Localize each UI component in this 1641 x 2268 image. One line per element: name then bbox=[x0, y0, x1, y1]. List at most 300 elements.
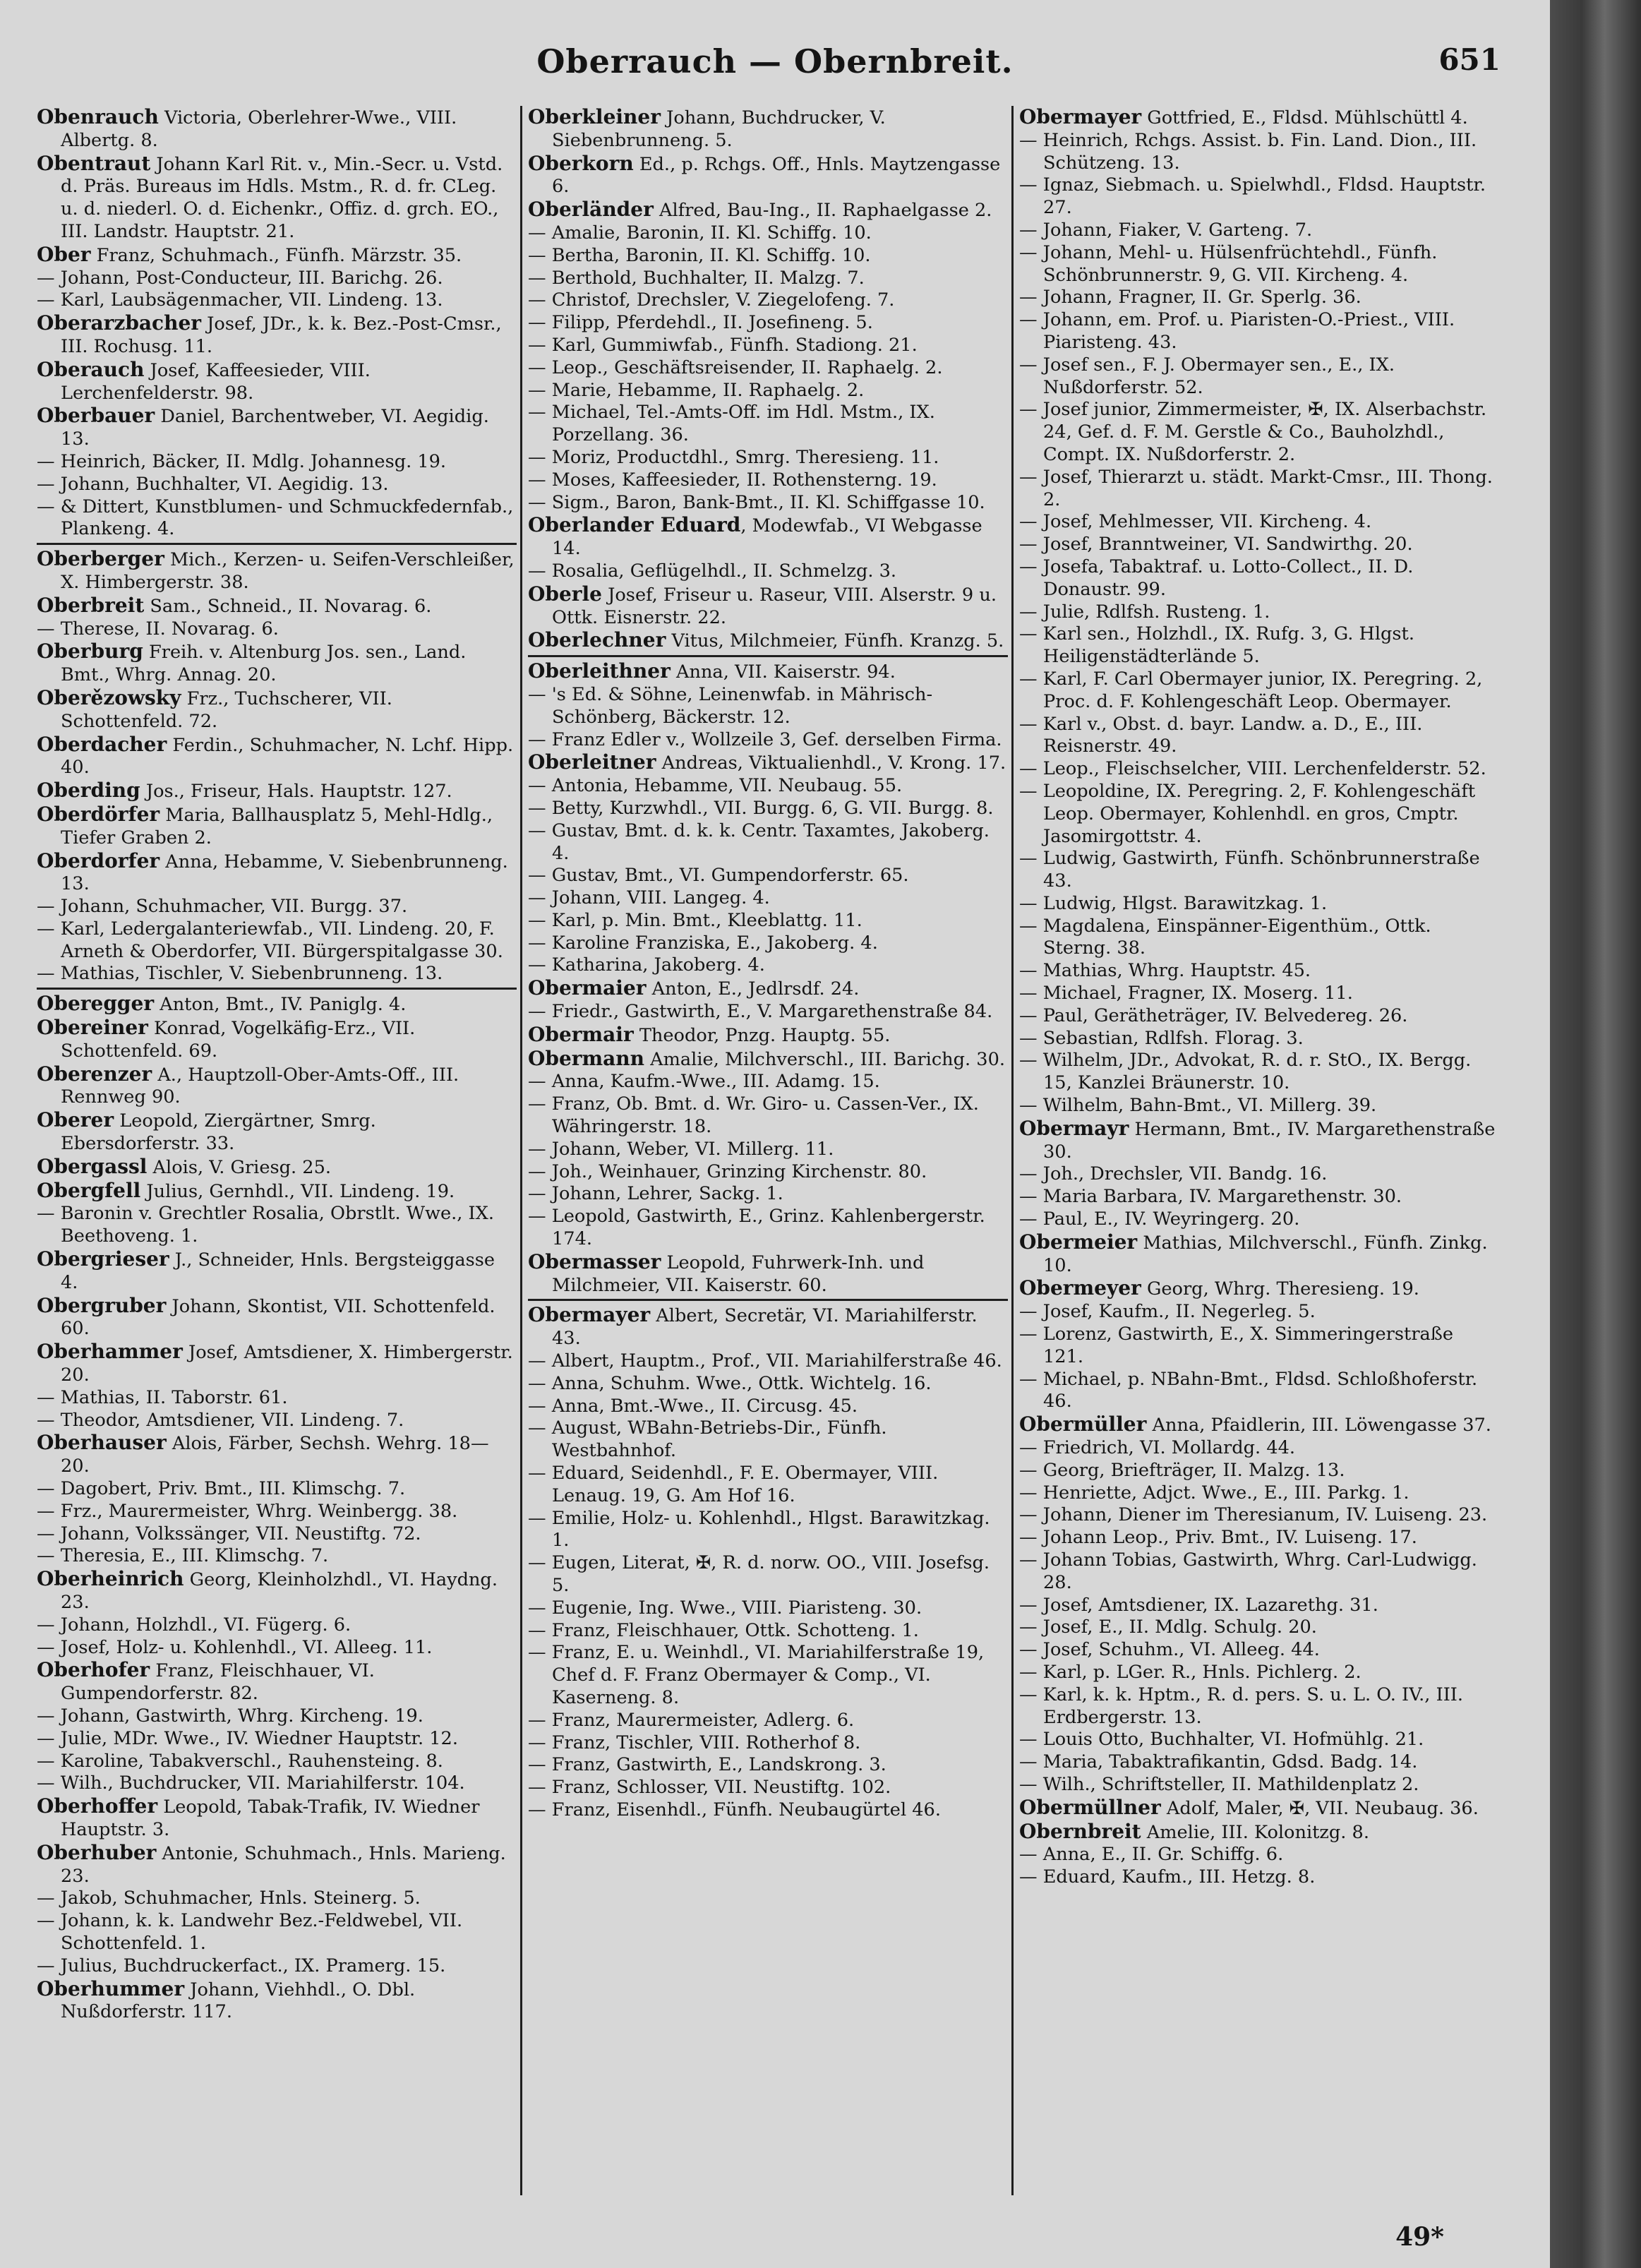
directory-entry bbox=[1019, 1504, 1499, 1527]
entry-details: Johann, Viehhdl., O. Dbl. Nußdorferstr. 117. bbox=[61, 1979, 416, 2023]
entry-surname: Ober bbox=[37, 242, 91, 266]
entry-surname: Obergruber bbox=[37, 1293, 167, 1317]
entry-surname: Oberburg bbox=[37, 640, 143, 664]
entry-details: — Julie, MDr. Wwe., IV. Wiedner Hauptstr. 12. bbox=[37, 1727, 458, 1749]
entry-details: — Karl, p. LGer. R., Hnls. Pichlerg. 2. bbox=[1019, 1661, 1362, 1683]
directory-entry bbox=[528, 684, 1008, 729]
directory-entry bbox=[37, 1156, 517, 1180]
directory-entry bbox=[528, 751, 1008, 775]
directory-entry bbox=[528, 932, 1008, 955]
directory-entry bbox=[528, 977, 1008, 1001]
directory-entry bbox=[1019, 714, 1499, 759]
entry-details: — Baronin v. Grechtler Rosalia, Obrstlt. Wwe., IX. Beethoveng. 1. bbox=[37, 1203, 495, 1247]
directory-entry bbox=[37, 1705, 517, 1728]
directory-entry bbox=[528, 1710, 1008, 1732]
directory-entry bbox=[37, 1614, 517, 1637]
entry-details: — Theresia, E., III. Klimschg. 7. bbox=[37, 1545, 329, 1567]
entry-surname: Oberenzer bbox=[37, 1062, 152, 1086]
directory-entry bbox=[528, 560, 1008, 583]
entry-details: — Karl, Ledergalanteriewfab., VII. Lindeng. 20, F. Arneth & Oberdorfer, VII. Bürgerspitalgasse 30. bbox=[37, 918, 503, 962]
entry-details: — Mathias, Whrg. Hauptstr. 45. bbox=[1019, 960, 1311, 982]
entry-surname: Obermann bbox=[528, 1046, 645, 1070]
directory-entry bbox=[528, 887, 1008, 910]
entry-details: Georg, Kleinholzhdl., VI. Haydng. 23. bbox=[61, 1569, 498, 1613]
entry-surname: Obermasser bbox=[528, 1249, 661, 1273]
entry-details: — Sigm., Baron, Bank-Bmt., II. Kl. Schiffgasse 10. bbox=[528, 491, 985, 513]
entry-details: — Franz Edler v., Wollzeile 3, Gef. derselben Firma. bbox=[528, 728, 1002, 750]
entry-details: — Lorenz, Gastwirth, E., X. Simmeringerstraße 121. bbox=[1019, 1324, 1454, 1367]
entry-details: — Franz, Tischler, VIII. Rotherhof 8. bbox=[528, 1732, 861, 1753]
entry-surname: Obermüller bbox=[1019, 1412, 1147, 1436]
entry-surname: Oberkleiner bbox=[528, 106, 661, 128]
page-number: 651 bbox=[1438, 42, 1501, 77]
entry-details: Andreas, Viktualienhdl., V. Krong. 17. bbox=[656, 752, 1006, 774]
entry-surname: Oberheinrich bbox=[37, 1567, 184, 1591]
entry-details: — Katharina, Jakoberg. 4. bbox=[528, 954, 765, 976]
entry-surname: Oberarzbacher bbox=[37, 311, 202, 335]
directory-entry bbox=[37, 106, 517, 152]
directory-entry bbox=[37, 1248, 517, 1295]
directory-entry bbox=[37, 963, 517, 985]
entry-details: — & Dittert, Kunstblumen- und Schmuckfedernfab., Plankeng. 4. bbox=[37, 496, 514, 540]
entry-surname: Obermüllner bbox=[1019, 1795, 1161, 1819]
directory-entry bbox=[528, 312, 1008, 335]
entry-details: — Friedr., Gastwirth, E., V. Margarethenstraße 84. bbox=[528, 1001, 993, 1023]
entry-surname: Obereiner bbox=[37, 1016, 148, 1040]
entry-details: Freih. v. Altenburg Jos. sen., Land. Bmt., Whrg. Annag. 20. bbox=[61, 642, 467, 686]
entry-details: Jos., Friseur, Hals. Hauptstr. 127. bbox=[140, 781, 452, 803]
entry-details: — Karl v., Obst. d. bayr. Landw. a. D., E., III. Reisnerstr. 49. bbox=[1019, 713, 1423, 757]
entry-surname: Obermayr bbox=[1019, 1116, 1129, 1140]
entry-details: — Maria Barbara, IV. Margarethenstr. 30. bbox=[1019, 1186, 1402, 1208]
entry-details: Leopold, Ziergärtner, Smrg. Ebersdorferstr. 33. bbox=[61, 1110, 376, 1155]
directory-entry bbox=[37, 1955, 517, 1978]
entry-details: Konrad, Vogelkäfig-Erz., VII. Schottenfeld. 69. bbox=[61, 1018, 416, 1062]
entry-details: Johann, Buchdrucker, V. Siebenbrunneng. 5. bbox=[552, 107, 886, 151]
entry-surname: Obermeier bbox=[1019, 1230, 1138, 1254]
directory-entry bbox=[1019, 1527, 1499, 1549]
entry-surname: Oberer bbox=[37, 1108, 114, 1132]
page-title: Oberrauch — Obernbreit. bbox=[536, 42, 1014, 80]
entry-details: Frz., Tuchscherer, VII. Schottenfeld. 72. bbox=[61, 688, 392, 732]
directory-entry bbox=[528, 1508, 1008, 1553]
entry-details: Anton, E., Jedlrsdf. 24. bbox=[646, 978, 860, 1000]
entry-surname: Oberhuber bbox=[37, 1840, 157, 1864]
directory-entry bbox=[1019, 309, 1499, 354]
directory-entry bbox=[37, 1295, 517, 1341]
directory-entry bbox=[37, 496, 517, 541]
entry-details: Leopold, Fuhrwerk-Inh. und Milchmeier, VII. Kaiserstr. 60. bbox=[552, 1252, 925, 1296]
directory-entry bbox=[1019, 1050, 1499, 1095]
directory-entry bbox=[37, 992, 517, 1016]
directory-entry bbox=[37, 268, 517, 290]
entry-details: Alfred, Bau-Ing., II. Raphaelgasse 2. bbox=[653, 200, 992, 222]
directory-entry bbox=[37, 1180, 517, 1204]
entry-details: Theodor, Pnzg. Hauptg. 55. bbox=[633, 1024, 891, 1046]
column-2 bbox=[528, 106, 1008, 2195]
directory-entry bbox=[528, 357, 1008, 380]
directory-entry bbox=[528, 1799, 1008, 1822]
directory-entry bbox=[1019, 1460, 1499, 1482]
entry-surname: Obergassl bbox=[37, 1154, 148, 1178]
directory-entry bbox=[37, 312, 517, 359]
entry-details: Georg, Whrg. Theresieng. 19. bbox=[1141, 1278, 1419, 1300]
entry-surname: Obermaier bbox=[528, 976, 647, 1000]
directory-entry bbox=[528, 1206, 1008, 1251]
directory-entry bbox=[37, 289, 517, 312]
entry-surname: Oberegger bbox=[37, 992, 155, 1016]
directory-entry bbox=[528, 492, 1008, 515]
entry-details: Hermann, Bmt., IV. Margarethenstraße 30. bbox=[1043, 1118, 1496, 1163]
entry-surname: Obernbreit bbox=[1019, 1819, 1141, 1843]
entry-details: Alois, V. Griesg. 25. bbox=[147, 1156, 332, 1178]
entry-details: — Mathias, Tischler, V. Siebenbrunneng. 13. bbox=[37, 963, 443, 985]
entry-details: — Johann, Gastwirth, Whrg. Kircheng. 19. bbox=[37, 1705, 423, 1727]
entry-details: — Johann, Post-Conducteur, III. Barichg. 26. bbox=[37, 267, 443, 289]
directory-entry bbox=[37, 779, 517, 803]
directory-entry bbox=[528, 1350, 1008, 1373]
directory-entry bbox=[1019, 1163, 1499, 1186]
directory-entry bbox=[37, 359, 517, 405]
directory-entry bbox=[37, 594, 517, 618]
entry-surname: Oberhammer bbox=[37, 1340, 183, 1364]
directory-entry bbox=[528, 289, 1008, 312]
entry-details: — Heinrich, Bäcker, II. Mdlg. Johannesg. 19. bbox=[37, 450, 447, 472]
directory-entry bbox=[1019, 960, 1499, 983]
entry-surname: Oberding bbox=[37, 779, 140, 803]
entry-details: — Franz, Eisenhdl., Fünfh. Neubaugürtel 46. bbox=[528, 1799, 941, 1820]
directory-entry bbox=[1019, 1595, 1499, 1617]
directory-entry bbox=[37, 1795, 517, 1842]
entry-details: — Josef, Kaufm., II. Negerleg. 5. bbox=[1019, 1301, 1316, 1323]
directory-entry bbox=[528, 660, 1008, 684]
directory-entry bbox=[528, 798, 1008, 820]
directory-entry bbox=[1019, 1095, 1499, 1117]
directory-entry bbox=[1019, 1729, 1499, 1751]
entry-details: — Frz., Maurermeister, Whrg. Weinbergg. 38. bbox=[37, 1500, 458, 1522]
directory-entry bbox=[37, 850, 517, 896]
entry-details: — Anna, Schuhm. Wwe., Ottk. Wichtelg. 16. bbox=[528, 1372, 932, 1394]
entry-surname: Obergfell bbox=[37, 1178, 141, 1202]
entry-details: — Anna, E., II. Gr. Schiffg. 6. bbox=[1019, 1844, 1284, 1866]
directory-entry bbox=[528, 1642, 1008, 1709]
directory-entry bbox=[37, 1501, 517, 1523]
entry-details: Leopold, Tabak-Trafik, IV. Wiedner Hauptstr. 3. bbox=[61, 1796, 480, 1840]
entry-details: — Christof, Drechsler, V. Ziegelofeng. 7. bbox=[528, 289, 895, 311]
directory-entry bbox=[1019, 893, 1499, 916]
entry-details: — Paul, E., IV. Weyringerg. 20. bbox=[1019, 1208, 1300, 1230]
directory-entry bbox=[528, 1071, 1008, 1093]
entry-details: — Albert, Hauptm., Prof., VII. Mariahilferstraße 46. bbox=[528, 1350, 1002, 1372]
entry-surname: Oberdörfer bbox=[37, 802, 160, 826]
directory-entry bbox=[528, 1161, 1008, 1184]
entry-details: Victoria, Oberlehrer-Wwe., VIII. Albertg. 8. bbox=[61, 107, 457, 151]
book-binding-edge bbox=[1550, 0, 1641, 2268]
directory-entry bbox=[37, 1637, 517, 1660]
entry-details: — Antonia, Hebamme, VII. Neubaug. 55. bbox=[528, 775, 903, 797]
directory-entry bbox=[528, 1417, 1008, 1463]
column-divider bbox=[520, 106, 522, 2195]
entry-details: — Johann, Fragner, II. Gr. Sperlg. 36. bbox=[1019, 287, 1362, 308]
directory-entry bbox=[1019, 1549, 1499, 1595]
directory-entry bbox=[37, 1063, 517, 1110]
entry-surname: Oberdorfer bbox=[37, 848, 160, 872]
directory-entry bbox=[1019, 1662, 1499, 1684]
directory-entry bbox=[37, 1545, 517, 1568]
entry-details: — Karl, F. Carl Obermayer junior, IX. Peregring. 2, Proc. d. F. Kohlengeschäft Leop. Obermayer. bbox=[1019, 668, 1483, 712]
directory-entry bbox=[1019, 1639, 1499, 1662]
directory-entry bbox=[1019, 848, 1499, 893]
directory-entry bbox=[1019, 1005, 1499, 1028]
entry-details: — Josef, Schuhm., VI. Alleeg. 44. bbox=[1019, 1639, 1320, 1661]
entry-details: — Johann, Lehrer, Sackg. 1. bbox=[528, 1183, 783, 1205]
directory-entry bbox=[528, 1597, 1008, 1620]
entry-surname: Oberleithner bbox=[528, 659, 671, 683]
entry-details: — Marie, Hebamme, II. Raphaelg. 2. bbox=[528, 379, 865, 401]
entry-details: — Therese, II. Novarag. 6. bbox=[37, 618, 279, 640]
entry-details: Josef, Amtsdiener, X. Himbergerstr. 20. bbox=[61, 1342, 513, 1386]
entry-details: Mich., Kerzen- u. Seifen-Verschleißer, X. Himbergerstr. 38. bbox=[61, 549, 515, 593]
directory-entry bbox=[1019, 399, 1499, 466]
entry-details: Amalie, Milchverschl., III. Barichg. 30. bbox=[644, 1048, 1006, 1070]
entry-surname: Obentraut bbox=[37, 151, 151, 175]
directory-entry bbox=[528, 447, 1008, 469]
entry-details: — Anna, Kaufm.-Wwe., III. Adamg. 15. bbox=[528, 1071, 880, 1093]
entry-surname: Obermair bbox=[528, 1022, 634, 1046]
directory-entry bbox=[528, 469, 1008, 492]
directory-entry bbox=[1019, 1866, 1499, 1889]
entry-details: — Wilhelm, Bahn-Bmt., VI. Millerg. 39. bbox=[1019, 1095, 1377, 1117]
entry-details: — Josef, Thierarzt u. städt. Markt-Cmsr., III. Thong. 2. bbox=[1019, 466, 1493, 510]
section-rule bbox=[37, 988, 517, 990]
entry-details: Maria, Ballhausplatz 5, Mehl-Hdlg., Tiefer Graben 2. bbox=[61, 804, 493, 848]
directory-entry bbox=[37, 733, 517, 780]
entry-details: Albert, Secretär, VI. Mariahilferstr. 43. bbox=[552, 1305, 978, 1350]
entry-details: — Bertha, Baronin, II. Kl. Schiffg. 10. bbox=[528, 244, 871, 266]
directory-entry bbox=[528, 198, 1008, 222]
entry-details: — Betty, Kurzwhdl., VII. Burgg. 6, G. VII. Burgg. 8. bbox=[528, 797, 994, 819]
entry-details: — 's Ed. & Söhne, Leinenwfab. in Mährisch-Schönberg, Bäckerstr. 12. bbox=[528, 683, 933, 728]
entry-details: — Ignaz, Siebmach. u. Spielwhdl., Fldsd. Hauptstr. 27. bbox=[1019, 174, 1486, 219]
directory-entry bbox=[1019, 1186, 1499, 1208]
directory-entry bbox=[37, 1523, 517, 1546]
directory-entry bbox=[528, 335, 1008, 357]
entry-details: — Karl, k. k. Hptm., R. d. pers. S. u. L. O. IV., III. Erdbergerstr. 13. bbox=[1019, 1684, 1464, 1728]
directory-entry bbox=[37, 474, 517, 496]
directory-entry bbox=[528, 1024, 1008, 1048]
directory-entry bbox=[528, 402, 1008, 447]
directory-entry bbox=[528, 1620, 1008, 1643]
entry-details: — Jakob, Schuhmacher, Hnls. Steinerg. 5. bbox=[37, 1888, 421, 1909]
directory-entry bbox=[528, 1732, 1008, 1755]
directory-entry bbox=[37, 1659, 517, 1705]
entry-details: Vitus, Milchmeier, Fünfh. Kranzg. 5. bbox=[666, 630, 1004, 652]
entry-details: Alois, Färber, Sechsh. Wehrg. 18—20. bbox=[61, 1433, 489, 1477]
entry-details: — Ludwig, Hlgst. Barawitzkag. 1. bbox=[1019, 892, 1328, 914]
directory-entry bbox=[37, 896, 517, 918]
entry-details: — Michael, p. NBahn-Bmt., Fldsd. Schloßhoferstr. 46. bbox=[1019, 1368, 1478, 1412]
section-rule bbox=[37, 543, 517, 545]
directory-entry bbox=[528, 1552, 1008, 1597]
directory-entry bbox=[528, 268, 1008, 290]
directory-entry bbox=[1019, 1277, 1499, 1301]
directory-entry bbox=[528, 583, 1008, 630]
signature-mark: 49* bbox=[1395, 2222, 1444, 2252]
entry-details: — Josef junior, Zimmermeister, ✠, IX. Alserbachstr. 24, Gef. d. F. M. Gerstle & Co., Bauholzhdl., Compt. IX. Nußdorferstr. 2. bbox=[1019, 399, 1487, 465]
entry-details: Anna, VII. Kaiserstr. 94. bbox=[670, 661, 896, 683]
entry-details: — Friedrich, VI. Mollardg. 44. bbox=[1019, 1437, 1296, 1459]
directory-entry bbox=[528, 1048, 1008, 1072]
entry-surname: Obermeyer bbox=[1019, 1276, 1141, 1300]
directory-entry bbox=[1019, 1774, 1499, 1796]
entry-details: — Mathias, II. Taborstr. 61. bbox=[37, 1386, 288, 1408]
directory-entry bbox=[528, 1139, 1008, 1161]
entry-details: Josef, Friseur u. Raseur, VIII. Alserstr. 9 u. Ottk. Eisnerstr. 22. bbox=[552, 584, 997, 628]
entry-details: — Eduard, Kaufm., III. Hetzg. 8. bbox=[1019, 1866, 1316, 1888]
entry-details: — Karl, p. Min. Bmt., Kleeblattg. 11. bbox=[528, 909, 862, 931]
entry-surname: Oberländer bbox=[528, 198, 654, 222]
directory-entry bbox=[1019, 1301, 1499, 1324]
directory-entry bbox=[528, 1463, 1008, 1508]
directory-entry bbox=[1019, 354, 1499, 400]
entry-details: Sam., Schneid., II. Novarag. 6. bbox=[144, 595, 432, 617]
entry-details: Anna, Hebamme, V. Siebenbrunneng. 13. bbox=[61, 851, 508, 895]
directory-entry bbox=[1019, 781, 1499, 848]
entry-surname: Oberlechner bbox=[528, 628, 666, 652]
entry-details: J., Schneider, Hnls. Bergsteiggasse 4. bbox=[61, 1249, 495, 1293]
directory-entry bbox=[1019, 220, 1499, 242]
entry-details: Antonie, Schuhmach., Hnls. Marieng. 23. bbox=[61, 1842, 506, 1887]
entry-details: — Josef sen., F. J. Obermayer sen., E., IX. Nußdorferstr. 52. bbox=[1019, 354, 1395, 398]
entry-surname: Oberberger bbox=[37, 547, 164, 571]
section-rule bbox=[528, 655, 1008, 657]
entry-details: — Julie, Rdlfsh. Rusteng. 1. bbox=[1019, 601, 1270, 623]
entry-details: Johann Karl Rit. v., Min.-Secr. u. Vstd. d. Präs. Bureaus im Hdls. Mstm., R. d. fr. CLeg. u. d. niederl. O. d. Eichenkr., Offiz. d. grch. EO., III. Landstr. Hauptstr. 21. bbox=[61, 153, 503, 242]
directory-entry bbox=[37, 1109, 517, 1156]
entry-details: — Maria, Tabaktrafikantin, Gdsd. Badg. 14. bbox=[1019, 1751, 1418, 1773]
entry-details: Julius, Gernhdl., VII. Lindeng. 19. bbox=[140, 1180, 455, 1202]
entry-details: — Amalie, Baronin, II. Kl. Schiffg. 10. bbox=[528, 222, 872, 244]
entry-details: — Johann Leop., Priv. Bmt., IV. Luiseng. 17. bbox=[1019, 1527, 1417, 1549]
directory-entry bbox=[37, 1910, 517, 1955]
entry-details: Anna, Pfaidlerin, III. Löwengasse 37. bbox=[1146, 1415, 1491, 1436]
directory-entry bbox=[528, 865, 1008, 887]
directory-entry bbox=[37, 803, 517, 850]
entry-surname: Oberbauer bbox=[37, 404, 155, 428]
entry-details: — Franz, Schlosser, VII. Neustiftg. 102. bbox=[528, 1777, 891, 1799]
directory-entry bbox=[1019, 1231, 1499, 1278]
directory-entry bbox=[528, 1304, 1008, 1350]
entry-details: — Louis Otto, Buchhalter, VI. Hofmühlg. 21. bbox=[1019, 1729, 1424, 1751]
directory-entry bbox=[1019, 1820, 1499, 1844]
directory-entry bbox=[1019, 287, 1499, 309]
directory-entry bbox=[1019, 106, 1499, 130]
directory-entry bbox=[1019, 1437, 1499, 1460]
entry-details: — Franz, Gastwirth, E., Landskrong. 3. bbox=[528, 1754, 886, 1776]
entry-details: Amelie, III. Kolonitzg. 8. bbox=[1141, 1821, 1369, 1843]
entry-details: Adolf, Maler, ✠, VII. Neubaug. 36. bbox=[1160, 1797, 1479, 1819]
directory-entry bbox=[528, 1396, 1008, 1418]
entry-details: Anton, Bmt., IV. Paniglg. 4. bbox=[154, 994, 407, 1016]
entry-surname: Oberkorn bbox=[528, 151, 634, 175]
directory-entry bbox=[528, 380, 1008, 402]
entry-details: — Gustav, Bmt., VI. Gumpendorferstr. 65. bbox=[528, 865, 909, 887]
directory-entry bbox=[528, 775, 1008, 798]
entry-details: — Moses, Kaffeesieder, II. Rothensterng. 19. bbox=[528, 469, 937, 491]
directory-entry bbox=[1019, 1482, 1499, 1505]
directory-entry bbox=[1019, 1616, 1499, 1639]
directory-entry bbox=[528, 1001, 1008, 1024]
entry-details: — Josef, Mehlmesser, VII. Kircheng. 4. bbox=[1019, 511, 1372, 533]
directory-entry bbox=[1019, 601, 1499, 624]
directory-entry bbox=[37, 451, 517, 474]
entry-surname: Oberauch bbox=[37, 357, 145, 381]
entry-details: — Johann, k. k. Landwehr Bez.-Feldwebel, VII. Schottenfeld. 1. bbox=[37, 1910, 463, 1954]
entry-surname: Obermayer bbox=[1019, 106, 1142, 128]
section-rule bbox=[528, 1299, 1008, 1301]
directory-entry bbox=[1019, 623, 1499, 668]
directory-entry bbox=[37, 1842, 517, 1888]
entry-details: Josef, Kaffeesieder, VIII. Lerchenfelderstr. 98. bbox=[61, 359, 371, 404]
entry-surname: Oberězowsky bbox=[37, 685, 181, 709]
entry-details: A., Hauptzoll-Ober-Amts-Off., III. Rennweg 90. bbox=[61, 1064, 459, 1108]
entry-details: — Johann, Holzhdl., VI. Fügerg. 6. bbox=[37, 1614, 351, 1636]
directory-entry bbox=[37, 548, 517, 594]
entry-details: — Josef, E., II. Mdlg. Schulg. 20. bbox=[1019, 1616, 1317, 1638]
entry-details: — Wilh., Buchdrucker, VII. Mariahilferstr. 104. bbox=[37, 1772, 465, 1794]
directory-entry bbox=[37, 1016, 517, 1063]
entry-details: Daniel, Barchentweber, VI. Aegidig. 13. bbox=[61, 406, 489, 450]
entry-details: — August, WBahn-Betriebs-Dir., Fünfh. Westbahnhof. bbox=[528, 1417, 887, 1462]
entry-details: — Georg, Briefträger, II. Malzg. 13. bbox=[1019, 1459, 1345, 1481]
directory-entry bbox=[1019, 556, 1499, 601]
entry-details: , Modewfab., VI Webgasse 14. bbox=[552, 515, 982, 560]
entry-surname: Oberhummer bbox=[37, 1976, 185, 2000]
entry-details: — Magdalena, Einspänner-Eigenthüm., Ottk. Sterng. 38. bbox=[1019, 915, 1431, 959]
directory-entry bbox=[37, 1387, 517, 1410]
entry-details: — Johann, em. Prof. u. Piaristen-O.-Priest., VIII. Piaristeng. 43. bbox=[1019, 309, 1455, 353]
entry-details: — Leopold, Gastwirth, E., Grinz. Kahlenbergerstr. 174. bbox=[528, 1206, 985, 1250]
directory-entry bbox=[1019, 174, 1499, 220]
entry-details: — Johann, Weber, VI. Millerg. 11. bbox=[528, 1138, 834, 1160]
directory-entry bbox=[37, 1772, 517, 1795]
directory-entry bbox=[37, 1568, 517, 1614]
directory-entry bbox=[37, 1751, 517, 1773]
entry-details: — Johann Tobias, Gastwirth, Whrg. Carl-Ludwigg. 28. bbox=[1019, 1549, 1477, 1593]
directory-entry bbox=[37, 404, 517, 451]
directory-entry bbox=[37, 618, 517, 641]
directory-entry bbox=[1019, 1117, 1499, 1164]
entry-details: — Leop., Geschäftsreisender, II. Raphaelg. 2. bbox=[528, 356, 943, 378]
directory-entry bbox=[528, 1777, 1008, 1799]
directory-entry bbox=[1019, 916, 1499, 961]
column-divider bbox=[1011, 106, 1014, 2195]
entry-details: — Wilh., Schriftsteller, II. Mathildenplatz 2. bbox=[1019, 1773, 1419, 1795]
entry-details: — Julius, Buchdruckerfact., IX. Pramerg. 15. bbox=[37, 1955, 446, 1976]
entry-details: — Franz, Ob. Bmt. d. Wr. Giro- u. Cassen-Ver., IX. Währingerstr. 18. bbox=[528, 1093, 979, 1138]
directory-entry bbox=[1019, 1028, 1499, 1050]
entry-details: — Michael, Tel.-Amts-Off. im Hdl. Mstm., IX. Porzellang. 36. bbox=[528, 402, 935, 446]
directory-entry bbox=[37, 152, 517, 244]
entry-surname: Oberhauser bbox=[37, 1431, 167, 1455]
directory-entry bbox=[1019, 467, 1499, 512]
directory-entry bbox=[1019, 1324, 1499, 1369]
directory-entry bbox=[1019, 1751, 1499, 1774]
directory-entry bbox=[1019, 1208, 1499, 1231]
entry-details: — Joh., Weinhauer, Grinzing Kirchenstr. 80. bbox=[528, 1160, 927, 1182]
entry-details: Franz, Schuhmach., Fünfh. Märzstr. 35. bbox=[90, 244, 462, 266]
entry-surname: Oberlander Eduard bbox=[528, 513, 741, 537]
